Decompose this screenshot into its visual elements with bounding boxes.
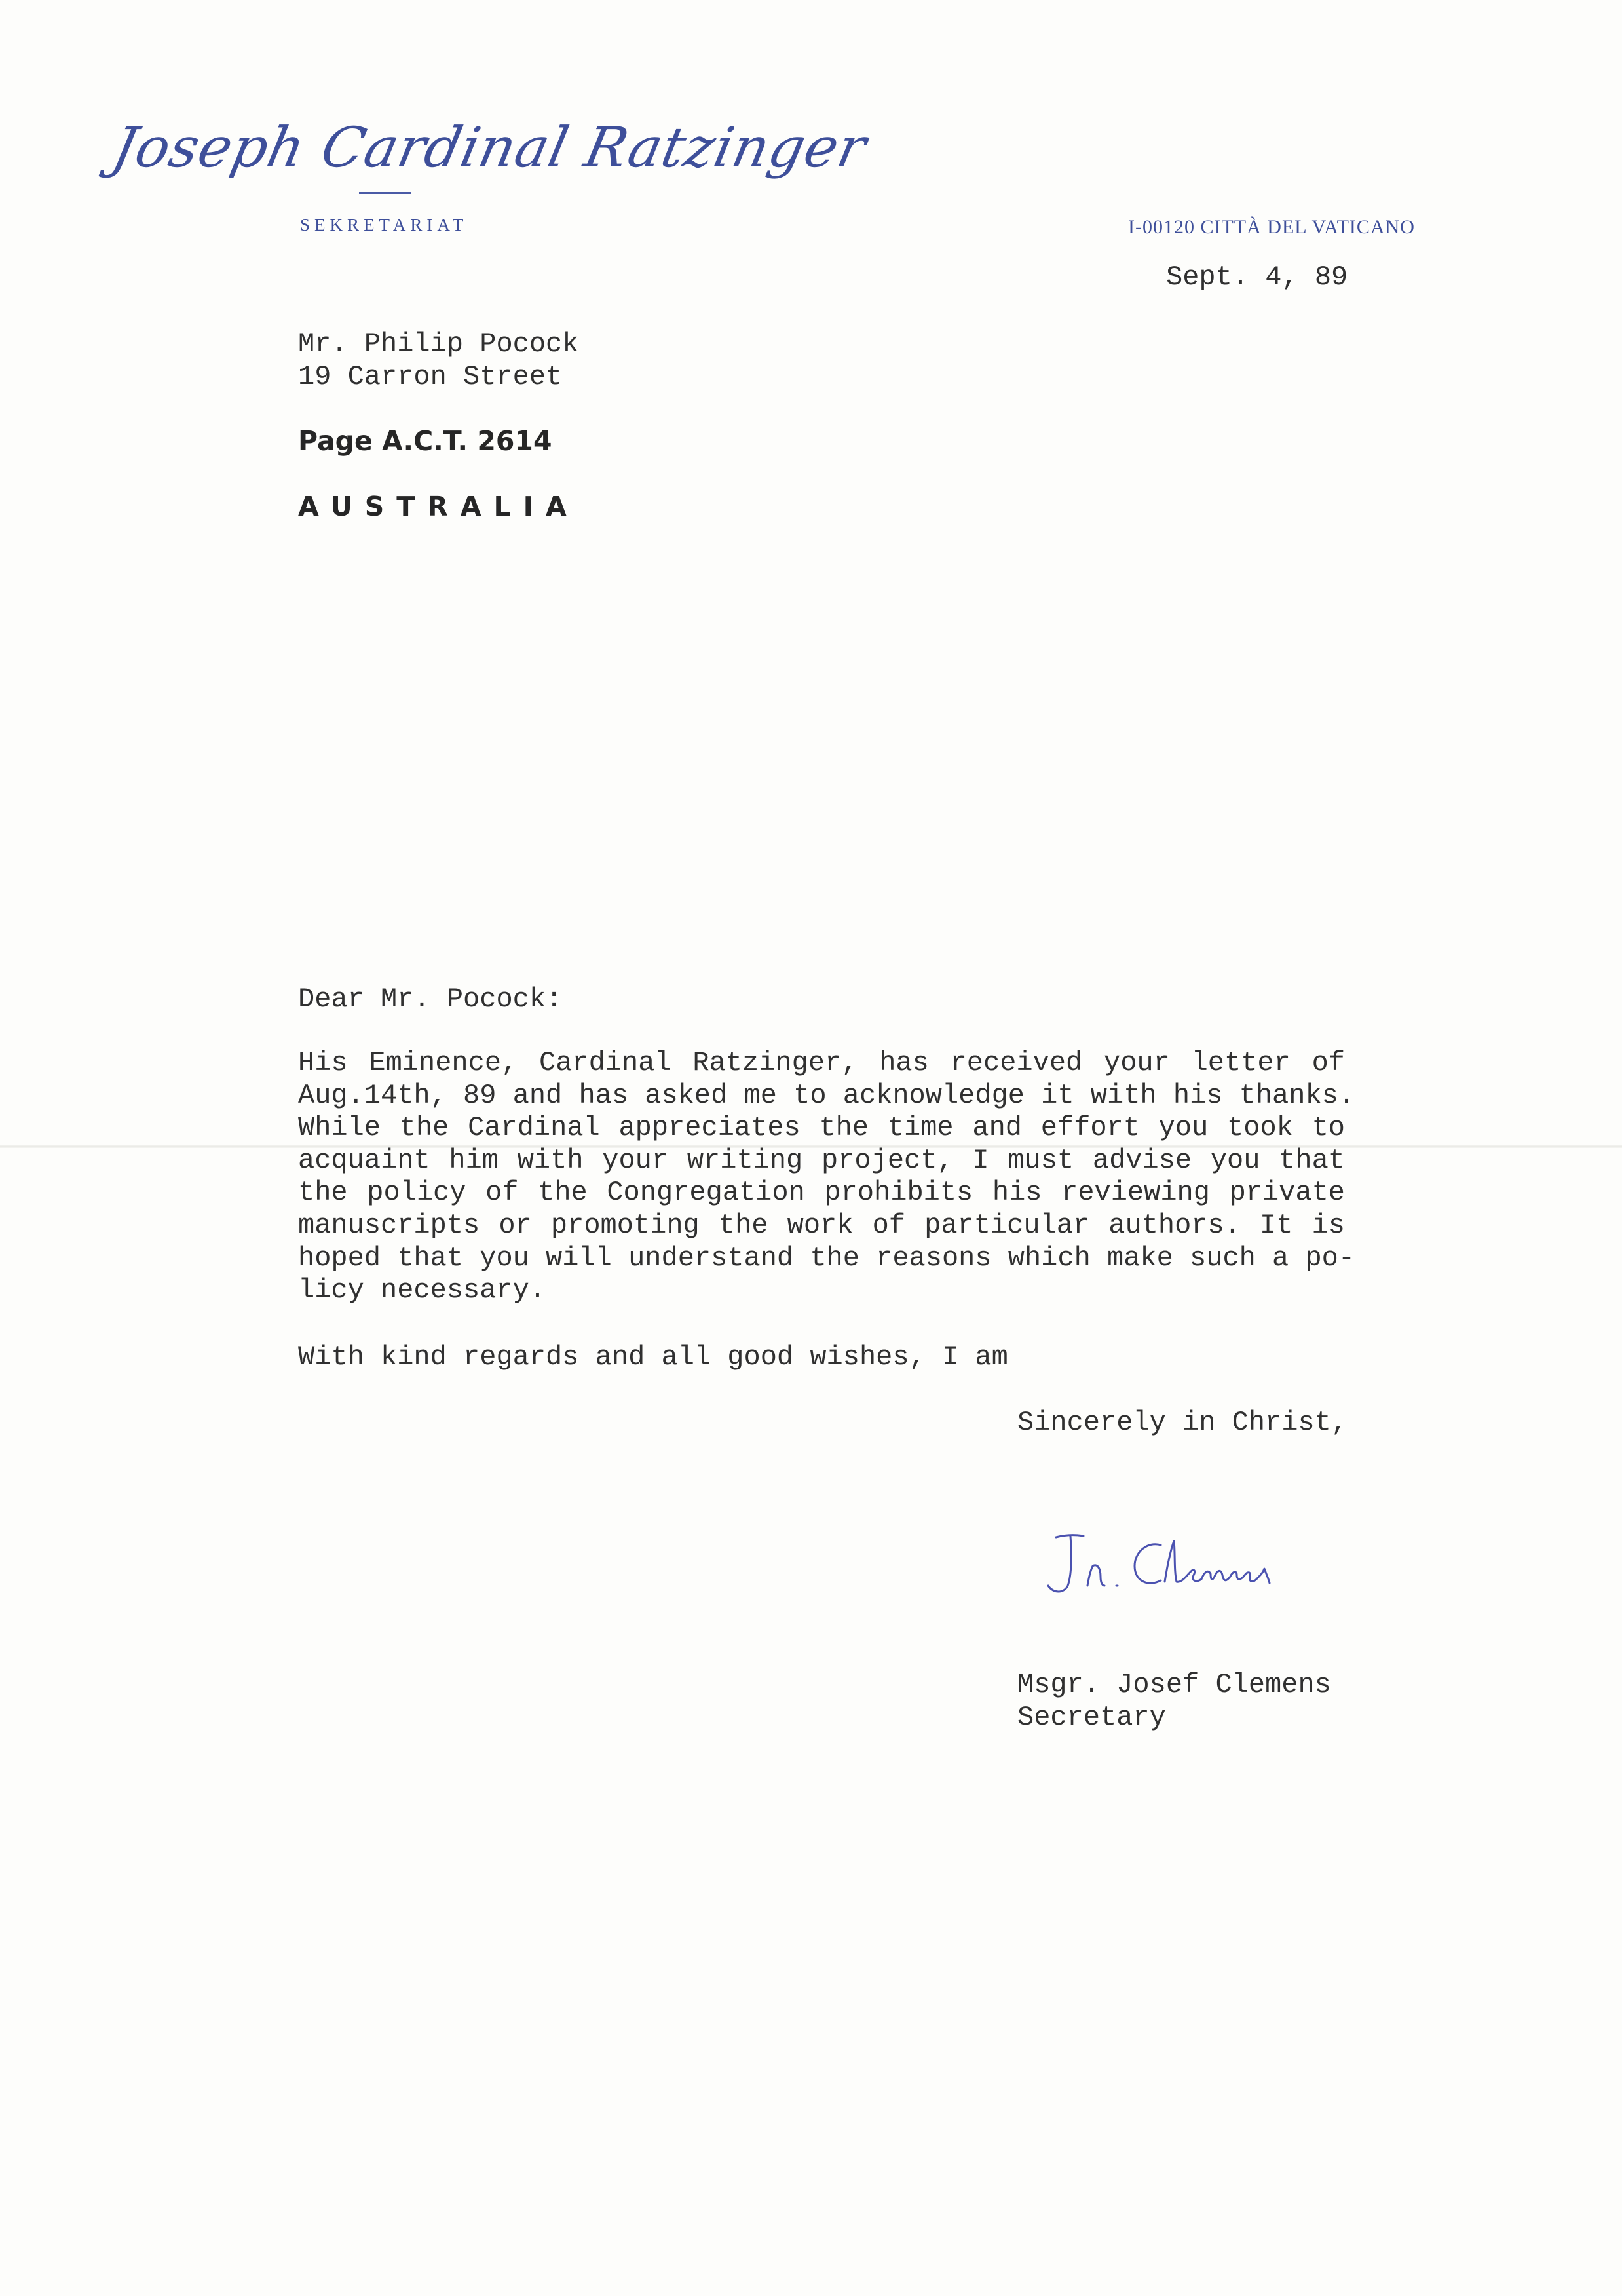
signer-title: Secretary [1017,1702,1166,1733]
letterhead-rule [359,192,411,194]
body-line: manuscripts or promoting the work of particular authors. It is [298,1209,1345,1241]
salutation: Dear Mr. Pocock: [298,984,563,1015]
valediction: Sincerely in Christ, [1017,1407,1348,1438]
body-line: acquaint him with your writing project, I must advise you that [298,1144,1345,1176]
body-line: His Eminence, Cardinal Ratzinger, has received your letter of [298,1047,1345,1079]
recipient-street: 19 Carron Street [298,361,563,392]
body-line: While the Cardinal appreciates the time and effort you took to [298,1112,1345,1144]
body-line: hoped that you will understand the reasons which make such a po- [298,1242,1355,1274]
body-line: the policy of the Congregation prohibits his reviewing private [298,1177,1345,1209]
recipient-name: Mr. Philip Pocock [298,328,579,360]
body-line: licy necessary. [298,1274,546,1307]
letter-body [298,1047,1355,1307]
recipient-country: AUSTRALIA [298,491,579,522]
letter-date: Sept. 4, 89 [1166,261,1348,293]
signer-name: Msgr. Josef Clemens [1017,1669,1331,1700]
closing-line: With kind regards and all good wishes, I am [298,1341,1008,1373]
signature [1036,1525,1298,1604]
letterhead-department: SEKRETARIAT [300,215,468,235]
recipient-city: Page A.C.T. 2614 [298,425,552,457]
letterhead-name: Joseph Cardinal Ratzinger [107,115,873,180]
letterhead-address: I-00120 CITTÀ DEL VATICANO [1128,216,1415,238]
body-line: Aug.14th, 89 and has asked me to acknowledge it with his thanks. [298,1079,1355,1111]
